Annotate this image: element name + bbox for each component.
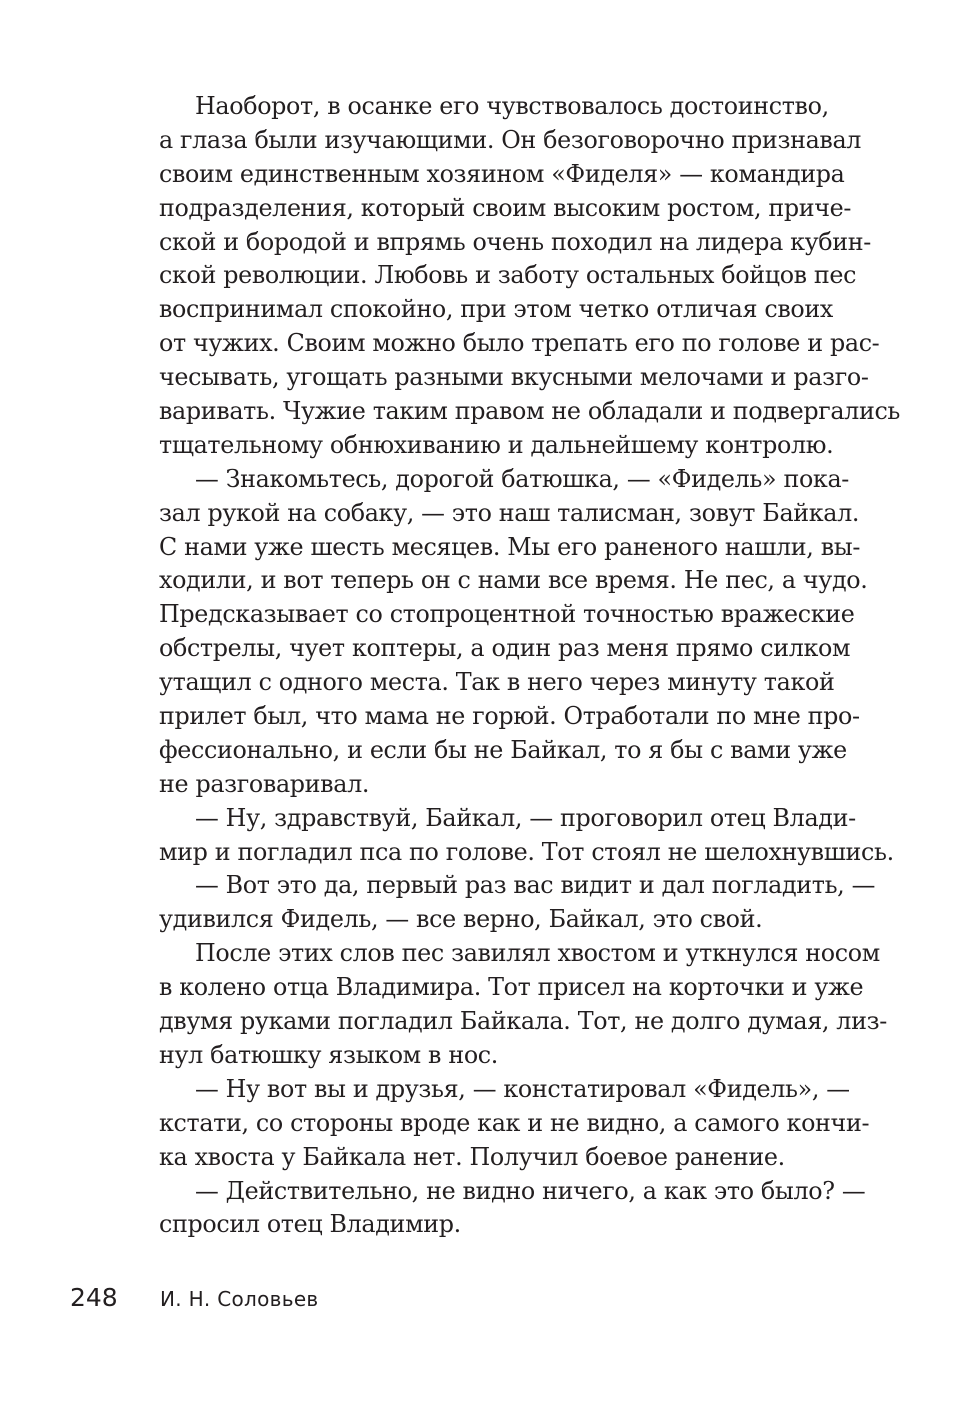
text-line: После этих слов пес завилял хвостом и уткнулся носом [195,939,880,968]
page-number: 248 [70,1283,118,1312]
text-line: двумя руками погладил Байкала. Тот, не долго думая, лиз- [159,1007,887,1036]
text-line: от чужих. Своим можно было трепать его по голове и рас- [159,329,880,358]
text-line: — Ну, здравствуй, Байкал, — проговорил отец Влади- [195,803,856,832]
text-line: своим единственным хозяином «Фиделя» — командира [159,159,845,188]
text-line: прилет был, что мама не горюй. Отработали по мне про- [159,702,860,731]
text-line: Предсказывает со стопроцентной точностью вражеские [159,600,855,629]
text-line: зал рукой на собаку, — это наш талисман, зовут Байкал. [159,498,860,527]
text-line: а глаза были изучающими. Он безоговорочно признавал [159,125,862,154]
text-line: — Ну вот вы и друзья, — констатировал «Фидель», — [195,1074,850,1103]
text-line: — Вот это да, первый раз вас видит и дал погладить, — [195,871,876,900]
text-line: Наоборот, в осанке его чувствовалось достоинство, [195,92,829,120]
text-line: удивился Фидель, — все верно, Байкал, это свой. [159,905,763,934]
text-line: мир и погладил пса по голове. Тот стоял не шелохнувшись. [159,837,894,866]
text-line: воспринимал спокойно, при этом четко отличая своих [159,295,833,324]
paragraph-2 [159,463,868,802]
text-line: не разговаривал. [159,769,370,798]
text-line: подразделения, который своим высоким ростом, приче- [159,193,852,222]
text-line: чесывать, угощать разными вкусными мелочами и разго- [159,363,869,392]
paragraph-4 [159,869,876,937]
text-line: тщательному обнюхиванию и дальнейшему контролю. [159,430,834,459]
paragraph-1 [159,90,901,463]
text-line: фессионально, и если бы не Байкал, то я бы с вами уже [159,735,847,764]
paragraph-7 [159,1175,866,1243]
body-text [159,90,901,1242]
text-line: нул батюшку языком в нос. [159,1040,499,1069]
text-line: кстати, со стороны вроде как и не видно, а самого кончи- [159,1108,870,1137]
text-line: обстрелы, чует коптеры, а один раз меня прямо силком [159,634,851,663]
paragraph-6 [159,1073,870,1175]
paragraph-5 [159,937,887,1073]
paragraph-3 [159,802,894,870]
text-line: ка хвоста у Байкала нет. Получил боевое ранение. [159,1142,785,1171]
text-line: варивать. Чужие таким правом не обладали и подвергались [159,397,901,426]
text-line: — Действительно, не видно ничего, а как это было? — [195,1176,866,1205]
text-line: спросил отец Владимир. [159,1210,461,1239]
text-line: ской и бородой и впрямь очень походил на лидера кубин- [159,227,871,256]
text-line: — Знакомьтесь, дорогой батюшка, — «Фидель» пока- [195,464,849,493]
text-line: ской революции. Любовь и заботу остальных бойцов пес [159,261,857,290]
text-line: в колено отца Владимира. Тот присел на корточки и уже [159,973,864,1002]
page-footer [0,1283,970,1319]
text-line: С нами уже шесть месяцев. Мы его раненого нашли, вы- [159,532,861,561]
text-line: ходили, и вот теперь он с нами все время. Не пес, а чудо. [159,566,868,595]
running-author: И. Н. Соловьев [160,1287,319,1311]
text-line: утащил с одного места. Так в него через минуту такой [159,668,835,697]
